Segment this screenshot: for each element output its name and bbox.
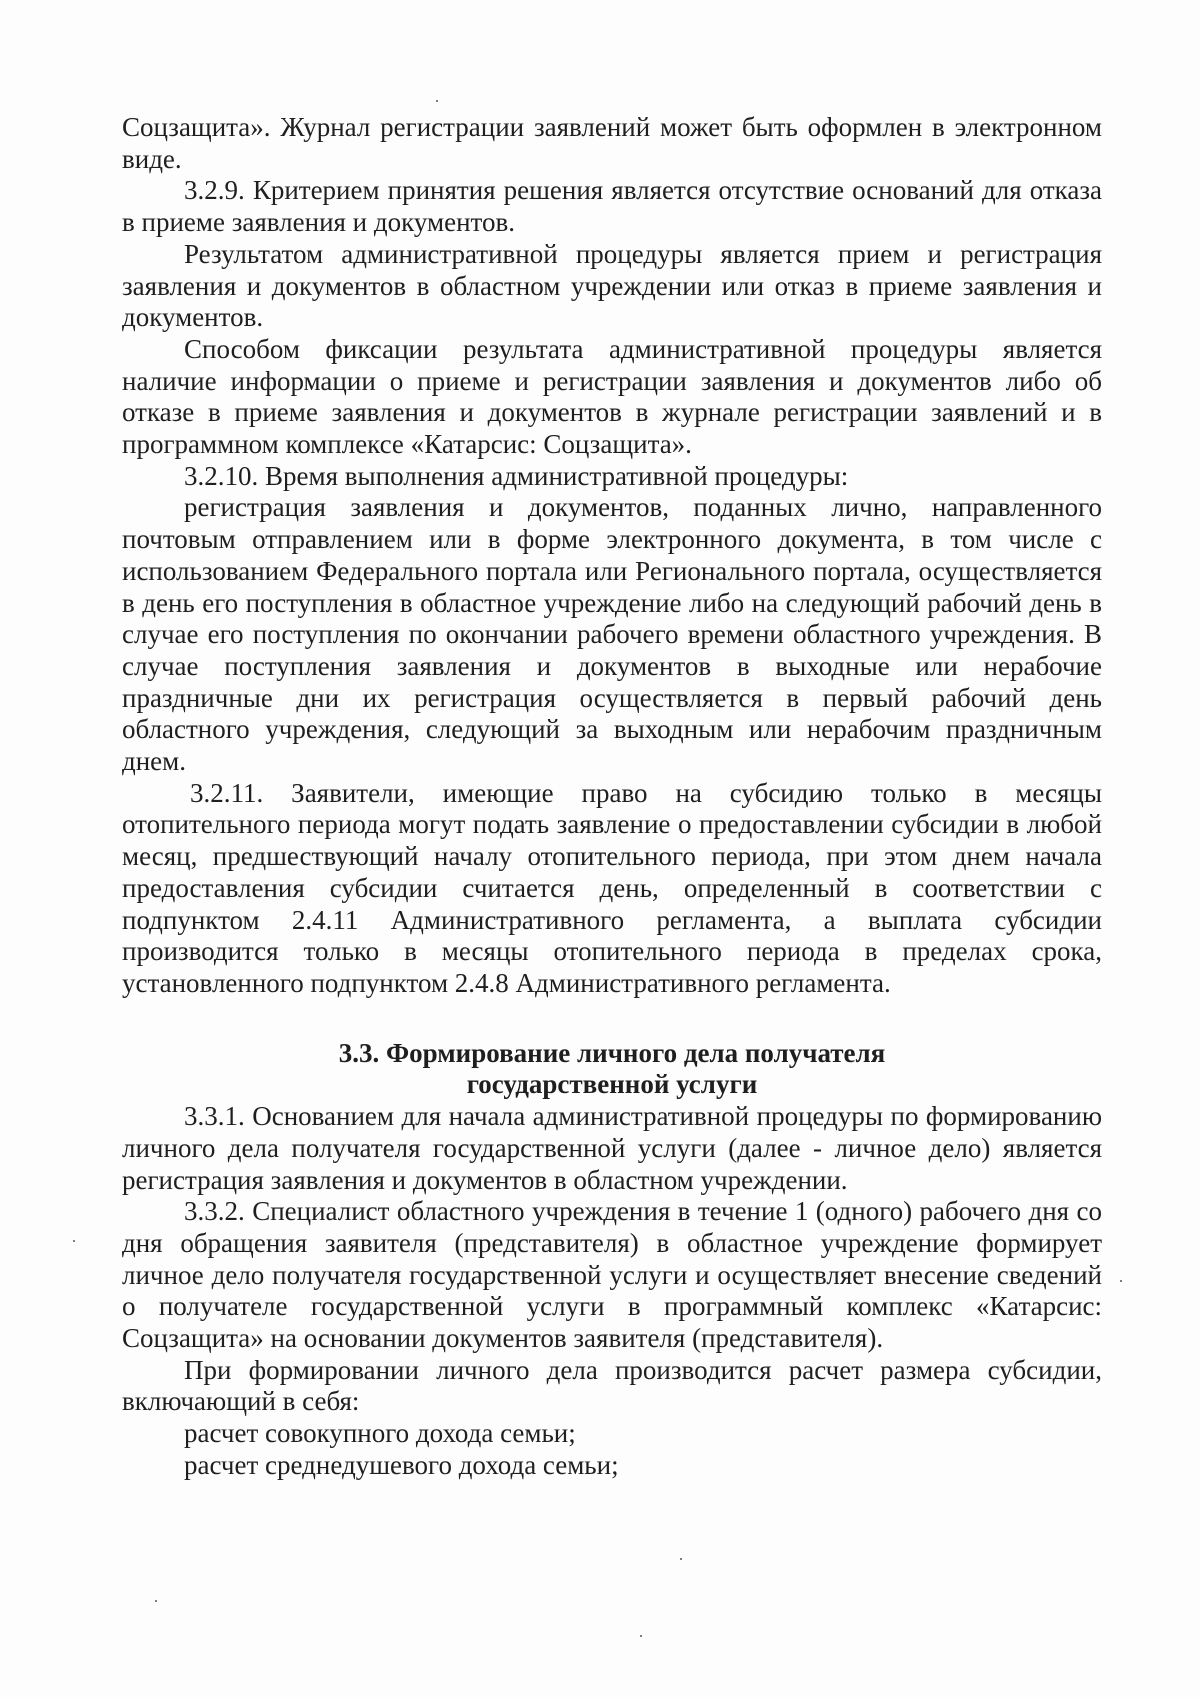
scan-speck — [1120, 1280, 1122, 1282]
paragraph-registration-timing: регистрация заявления и документов, поданных лично, направленного почтовым отправлением или в форме электронного документа, в том числе с использованием Федерального портала или Регионального портала, осуществляется в день его поступления в областное учреждение либо на следующий рабочий день в случае его поступления по окончании рабочего времени областного учреждения. В случае поступления заявления и документов в выходные или нерабочие праздничные дни их регистрация осуществляется в первый рабочий день областного учреждения, следующий за выходным или нерабочим праздничным днем. — [122, 492, 1102, 777]
section-heading — [122, 1038, 1102, 1101]
paragraph-3-2-10: 3.2.10. Время выполнения административной процедуры: — [184, 460, 849, 491]
paragraph-fixation-method: Способом фиксации результата административной процедуры является наличие информации о приеме и регистрации заявления и документов либо об отказе в приеме заявления и документов в журнале регистрации заявлений и в программном комплексе «Катарсис: Соцзащита». — [122, 333, 1102, 460]
section-heading-line-1: 3.3. Формирование личного дела получателя — [338, 1037, 886, 1068]
scan-speck — [436, 100, 438, 102]
paragraph-3-3-2: 3.3.2. Специалист областного учреждения в течение 1 (одного) рабочего дня со дня обращения заявителя (представителя) в областное учреждение формирует личное дело получателя государственной услуги и осуществляет внесение сведений о получателе государственной услуги в программный комплекс «Катарсис: Соцзащита» на основании документов заявителя (представителя). — [122, 1196, 1102, 1354]
paragraph-subsidy-calculation: При формировании личного дела производится расчет размера субсидии, включающий в себя: — [122, 1354, 1102, 1417]
section-heading-line-2: государственной услуги — [466, 1069, 758, 1100]
paragraph-3-2-11: 3.2.11. Заявители, имеющие право на субсидию только в месяцы отопительного периода могут подать заявление о предоставлении субсидии в любой месяц, предшествующий началу отопительного периода, при этом днем начала предоставления субсидии считается день, определенный в соответствии с подпунктом 2.4.11 Административного регламента, а выплата субсидии производится только в месяцы отопительного периода в пределах срока, установленного подпунктом 2.4.8 Административного регламента. — [122, 777, 1102, 998]
scan-speck — [680, 1558, 682, 1560]
document-body — [122, 112, 1102, 1482]
paragraph-3-3-1: 3.3.1. Основанием для начала административной процедуры по формированию личного дела получателя государственной услуги (далее - личное дело) является регистрация заявления и документов в областном учреждении. — [122, 1101, 1102, 1195]
list-item-total-income: расчет совокупного дохода семьи; — [184, 1418, 576, 1449]
scan-speck — [640, 1635, 642, 1637]
list-item-per-capita-income: расчет среднедушевого дохода семьи; — [184, 1449, 619, 1480]
paragraph-result: Результатом административной процедуры является прием и регистрация заявления и документов в областном учреждении или отказ в приеме заявления и документов. — [122, 238, 1102, 333]
scan-speck — [155, 1600, 157, 1602]
paragraph-3-2-9: 3.2.9. Критерием принятия решения является отсутствие оснований для отказа в приеме заявления и документов. — [122, 175, 1102, 238]
scan-speck — [73, 1240, 75, 1242]
paragraph-continuation: Соцзащита». Журнал регистрации заявлений может быть оформлен в электронном виде. — [122, 112, 1102, 174]
